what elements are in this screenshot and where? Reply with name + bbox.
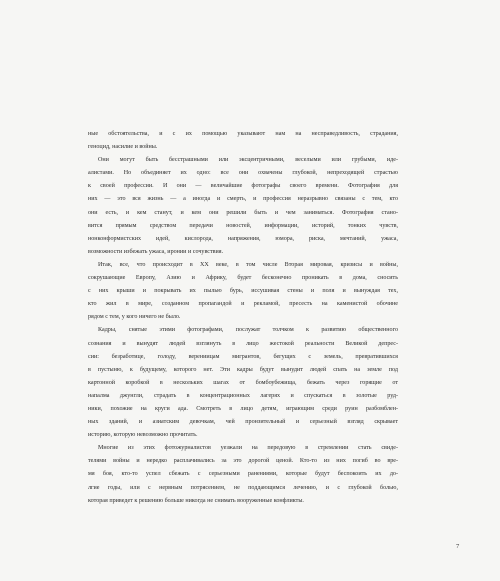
text-line: с них крыши и покрывать их пылью бурь, иссушивая стены и поля и вынуждая тех,: [88, 288, 398, 295]
text-line: Итак, все, что происходит в XX веке, в том числе Вторая мировая, кризисы и войны,: [98, 261, 398, 268]
text-line: сокрушающие Европу, Азию и Африку, будет бесконечно проникать в дома, сносить: [88, 275, 398, 282]
text-line: Многие из этих фотожурналистов уезжали на передовую в стремлении стать свиде-: [98, 445, 398, 452]
text-line: нонконформистских идей, кислорода, напряжения, юмора, риска, мечтаний, ужаса,: [88, 235, 398, 242]
text-line: сознания и вынудят людей взглянуть в лицо жестокой реальности Великой депрес-: [88, 340, 398, 347]
text-line: сии: безработице, голоду, верениицам мигрантов, бегущих с земель, превратившихся: [88, 353, 398, 360]
text-line: историю, которую невозможно прочитать.: [88, 432, 198, 439]
text-line: напалма джунгли, страдать в концентрационных лагерях и спускаться в золотые руд-: [88, 392, 398, 399]
text-line: в пустыню, к будущему, которого нет. Эти кадры будут вынудит людей спать на земле под: [88, 366, 398, 373]
paragraph: [88, 154, 398, 259]
paragraph: [88, 442, 398, 507]
text-line: они есть, и кем станут, и кем они решили быть и чем заниматься. Фотография стано-: [88, 209, 398, 216]
text-line: Кадры, снятые этими фотографами, послужат толчком к развитию общественного: [98, 327, 398, 334]
text-line: алистами. Но объединяет их одно: все они охвачены глубокой, непреходящей страстью: [88, 170, 398, 177]
paragraph: [88, 259, 398, 324]
text-line: ные обстоятельства, и с их помощью указывают нам на несправедливость, страдания,: [88, 131, 398, 137]
text-line: лгие годы, или с нервным потрясением, не поддающимся лечению, и с глубокой болью,: [88, 484, 398, 491]
text-line: картонной коробкой в нескольких шагах от бомбоубежища, бежать через горящие от: [88, 379, 398, 386]
text-line: них — это вся жизнь — а иногда и смерть, и профессия неразрывно связаны с тем, кто: [88, 196, 398, 203]
text-line: ных зданий, и азиатским девочкам, чей пронзительный и серьезный взгляд скрывает: [88, 419, 398, 426]
text-line: возможности избежать ужаса, иронии и сочувствия.: [88, 248, 224, 255]
text-line: телями войны и нередко расплачивались за это дорогой ценой. Кто-то из них погиб во вре-: [88, 458, 398, 465]
text-line: вится прямым средством передачи новостей, информации, историй, тонких чувств,: [88, 222, 398, 229]
text-line: которая приведет к решению больше никогда не снимать вооруженные конфликты.: [88, 497, 304, 504]
paragraph: [88, 324, 398, 442]
paragraph: [88, 128, 398, 154]
page-number: 7: [456, 543, 460, 550]
body-text: [88, 128, 398, 508]
text-line: к своей профессии. И они — величайшие фотографы своего времени. Фотография для: [88, 183, 398, 190]
text-line: ники, похожие на круги ада. Смотреть в лицо детям, играющим среди руин разбомблен-: [88, 405, 398, 412]
text-line: кто жил в мире, созданном пропагандой и рекламой, пресесть на каменистой обочине: [88, 301, 398, 308]
text-line: мя боя, кто-то успел сбежать с серьезными ранениями, которые будут беспокоить их до-: [88, 471, 398, 478]
text-line: Они могут быть бесстрашными или эксцентричными, веселыми или грубыми, иде-: [98, 157, 398, 164]
text-line: рядом с тем, у кого ничего не было.: [88, 314, 181, 321]
text-line: геноцид, насилие и войны.: [88, 144, 158, 151]
